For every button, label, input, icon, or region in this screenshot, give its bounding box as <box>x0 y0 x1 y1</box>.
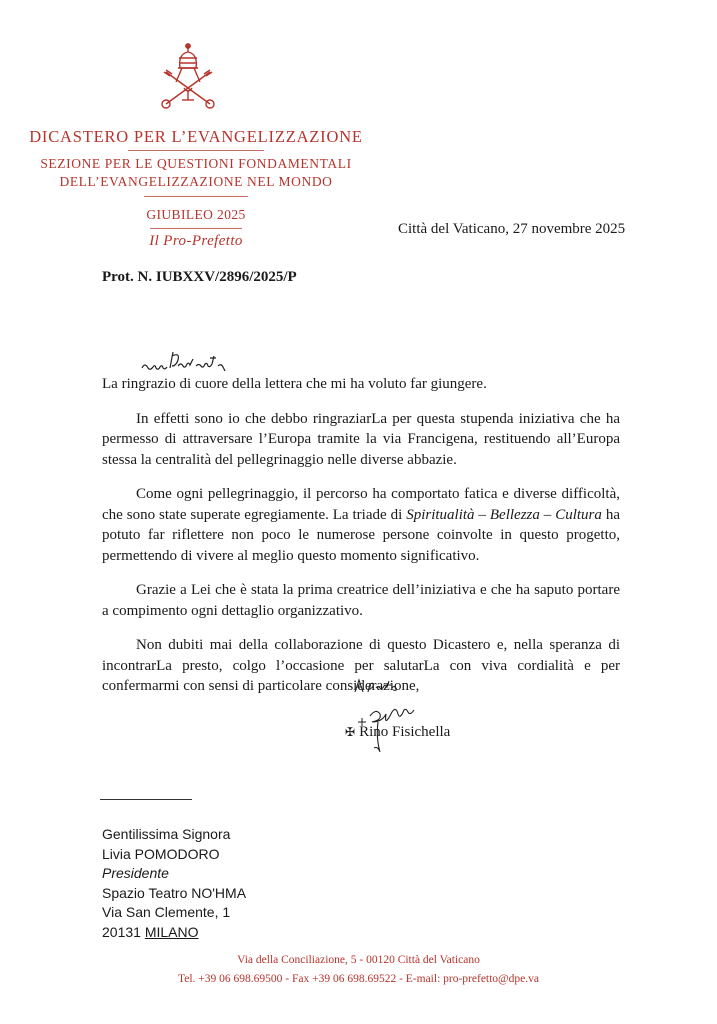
recipient-street: Via San Clemente, 1 <box>102 904 231 920</box>
paragraph-3 <box>102 484 620 566</box>
header-divider <box>128 150 264 151</box>
recipient-title: Presidente <box>102 865 169 881</box>
dicastery-heading: DICASTERO PER L’EVANGELIZZAZIONE <box>29 127 363 146</box>
header-divider <box>144 196 248 197</box>
paragraph-3-text-b: ha potuto far riflettere non poco le numerose persone coinvolte in questo progetto, permettendo di vivere al meglio questo momento significativo. <box>102 506 620 564</box>
footer-contacts: Tel. +39 06 698.69500 - Fax +39 06 698.69522 - E-mail: pro-prefetto@dpe.va <box>178 973 539 985</box>
footer-address: Via della Conciliazione, 5 - 00120 Città del Vaticano <box>237 954 480 966</box>
recipient-city-line <box>102 923 246 943</box>
signature-name <box>345 724 450 741</box>
jubilee-heading: GIUBILEO 2025 <box>146 207 246 222</box>
cross-icon: ✠ <box>345 725 356 739</box>
section-heading-line2: DELL’EVANGELIZZAZIONE NEL MONDO <box>59 174 333 189</box>
protocol-number: Prot. N. IUBXXV/2896/2025/P <box>102 269 297 285</box>
papal-crest-icon <box>158 42 218 114</box>
handwritten-closing <box>352 676 402 696</box>
paragraph-4: Grazie a Lei che è stata la prima creatrice dell’iniziativa e che ha saputo portare a compimento ogni dettaglio organizzativo. <box>102 582 620 619</box>
dateline: Città del Vaticano, 27 novembre 2025 <box>398 221 626 237</box>
recipient-address <box>102 825 246 942</box>
recipient-organization: Spazio Teatro NO'HMA <box>102 884 247 901</box>
paragraph-2: In effetti sono io che debbo ringraziarLa per questa stupenda iniziativa che ha permesso di attraversare l’Europa tramite la via Francigena, restituendo all’Europa stessa la centralità del pellegrinaggio nelle diverse abbazie. <box>102 410 620 468</box>
recipient-postcode: 20131 <box>102 923 141 940</box>
recipient-salutation: Gentilissima Signora <box>102 826 231 842</box>
recipient-name: Livia POMODORO <box>102 845 220 862</box>
address-divider <box>100 799 192 800</box>
paragraph-1: La ringrazio di cuore della lettera che mi ha voluto far giungere. <box>102 376 487 392</box>
paragraph-3-triad: Spiritualità – Bellezza – Cultura <box>406 506 602 523</box>
header-divider <box>150 228 242 229</box>
section-heading-line1: SEZIONE PER LE QUESTIONI FONDAMENTALI <box>40 156 352 171</box>
recipient-city: MILANO <box>144 923 199 940</box>
role-heading: Il Pro-Prefetto <box>149 233 243 249</box>
handwritten-salutation <box>140 350 270 376</box>
letter-body <box>102 374 620 711</box>
paragraph-5: Non dubiti mai della collaborazione di questo Dicastero e, nella speranza di incontrarLa presto, colgo l’occasione per salutarLa con viva cordialità e per confermarmi con sensi di particolare considerazione, <box>102 637 620 694</box>
signatory-name: Rino Fisichella <box>359 724 451 740</box>
paragraph-3-text-a: Come ogni pellegrinaggio, il percorso ha comportato fatica e diverse difficoltà, che sono state superate egregiamente. La triade di <box>102 486 620 523</box>
